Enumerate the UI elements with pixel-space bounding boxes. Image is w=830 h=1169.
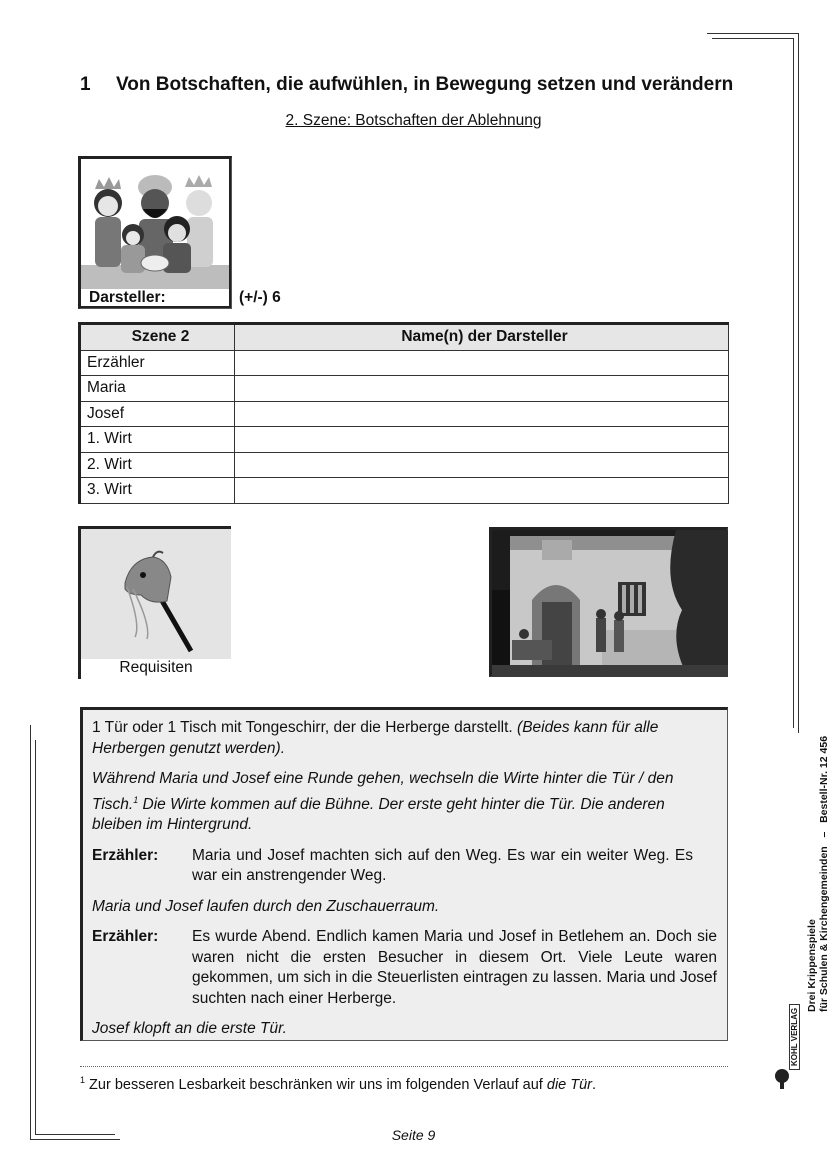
imprint-subtitle: für Schulen & Kirchengemeinden	[818, 846, 830, 1012]
spoken-text: Maria und Josef machten sich auf den Weg. Es war ein weiter Weg. Es war ein anstrengender Weg.	[192, 846, 693, 885]
frame-bottom-left-v	[30, 725, 31, 1140]
table-row	[80, 478, 729, 504]
cast-image-box	[78, 156, 232, 309]
frame-top-right-v2	[793, 38, 794, 728]
chapter-title: Von Botschaften, die aufwühlen, in Bewegung setzen und verändern	[116, 74, 734, 95]
footnote-end: .	[592, 1076, 597, 1093]
actor-name-cell[interactable]	[235, 401, 729, 427]
header-names: Name(n) der Darsteller	[235, 324, 729, 351]
dialogue-line	[92, 846, 717, 887]
order-number: Bestell-Nr. 12 456	[818, 735, 830, 823]
speaker-name: Erzähler:	[92, 846, 159, 864]
tree-logo-icon	[771, 1068, 793, 1090]
footnote-divider	[80, 1066, 728, 1067]
publisher-logo: KOHL VERLAG	[789, 1004, 800, 1070]
role-cell: Erzähler	[80, 350, 235, 376]
dialogue-line	[92, 927, 717, 1009]
footnote	[80, 1075, 596, 1093]
direction-paragraph	[92, 718, 717, 759]
frame-top-right-v	[798, 33, 799, 733]
props-label: Requisiten	[119, 659, 193, 676]
footnote-text: Zur besseren Lesbarkeit beschränken wir uns im folgenden Verlauf auf	[89, 1076, 543, 1093]
stage-directions-box	[80, 707, 728, 1041]
direction-paragraph: Maria und Josef laufen durch den Zuschauerraum.	[92, 897, 440, 915]
side-imprint	[806, 736, 830, 1012]
speaker-name: Erzähler:	[92, 928, 159, 946]
chapter-number: 1	[80, 74, 91, 95]
actor-name-cell[interactable]	[235, 478, 729, 504]
table-row	[80, 350, 729, 376]
footnote-marker: 1	[133, 794, 139, 805]
inn-photo-image	[492, 530, 728, 677]
role-cell: Maria	[80, 376, 235, 402]
footnote-text-italic: die Tür	[546, 1076, 593, 1093]
scene-photo	[489, 527, 728, 677]
imprint-title: Drei Krippenspiele	[806, 919, 818, 1012]
role-cell: 1. Wirt	[80, 427, 235, 453]
role-cell: 3. Wirt	[80, 478, 235, 504]
cast-table	[78, 322, 729, 504]
props-image-box	[78, 526, 231, 679]
cast-label: Darsteller:	[89, 289, 166, 306]
header-scene: Szene 2	[80, 324, 235, 351]
direction-text: 1 Tür oder 1 Tisch mit Tongeschirr, der die Herberge darstellt.	[92, 719, 513, 736]
table-row	[80, 452, 729, 478]
frame-top-right-h	[707, 33, 799, 34]
actor-name-cell[interactable]	[235, 376, 729, 402]
table-row	[80, 427, 729, 453]
actor-name-cell[interactable]	[235, 350, 729, 376]
direction-text-italic: Die Wirte kommen auf die Bühne. Der erste geht hinter die Tür. Die anderen bleiben im Hintergrund.	[92, 795, 665, 834]
actor-name-cell[interactable]	[235, 452, 729, 478]
direction-text-italic: (Beides kann für alle Herbergen genutzt werden).	[92, 719, 659, 757]
chapter-heading	[80, 74, 733, 96]
hobby-horse-icon	[81, 529, 231, 659]
imprint-dash: –	[818, 831, 830, 838]
actor-name-cell[interactable]	[235, 427, 729, 453]
spoken-text: Es wurde Abend. Endlich kamen Maria und Josef in Betlehem an. Doch sie waren nicht die ersten Besucher in diesem Ort. Viele Leute waren gekommen, um sich in die Steuerlisten eintragen zu lassen. Maria und Josef suchten nach einer Herberge.	[192, 928, 717, 1007]
cast-illustration	[81, 159, 229, 289]
direction-paragraph	[92, 769, 717, 836]
role-cell: 2. Wirt	[80, 452, 235, 478]
cast-count: (+/-) 6	[239, 289, 281, 306]
frame-bottom-left-v2	[35, 740, 36, 1135]
frame-top-right-h2	[712, 38, 794, 39]
role-cell: Josef	[80, 401, 235, 427]
table-header-row	[80, 324, 729, 351]
scene-title: 2. Szene: Botschaften der Ablehnung	[285, 112, 542, 129]
footnote-number: 1	[80, 1075, 86, 1085]
table-row	[80, 401, 729, 427]
direction-text-italic: Während Maria und Josef eine Runde gehen, wechseln die Wirte hinter die Tür / den Tisch.	[92, 770, 674, 813]
direction-paragraph: Josef klopft an die erste Tür.	[92, 1020, 287, 1038]
table-row	[80, 376, 729, 402]
page-number: Seite 9	[391, 1127, 436, 1143]
